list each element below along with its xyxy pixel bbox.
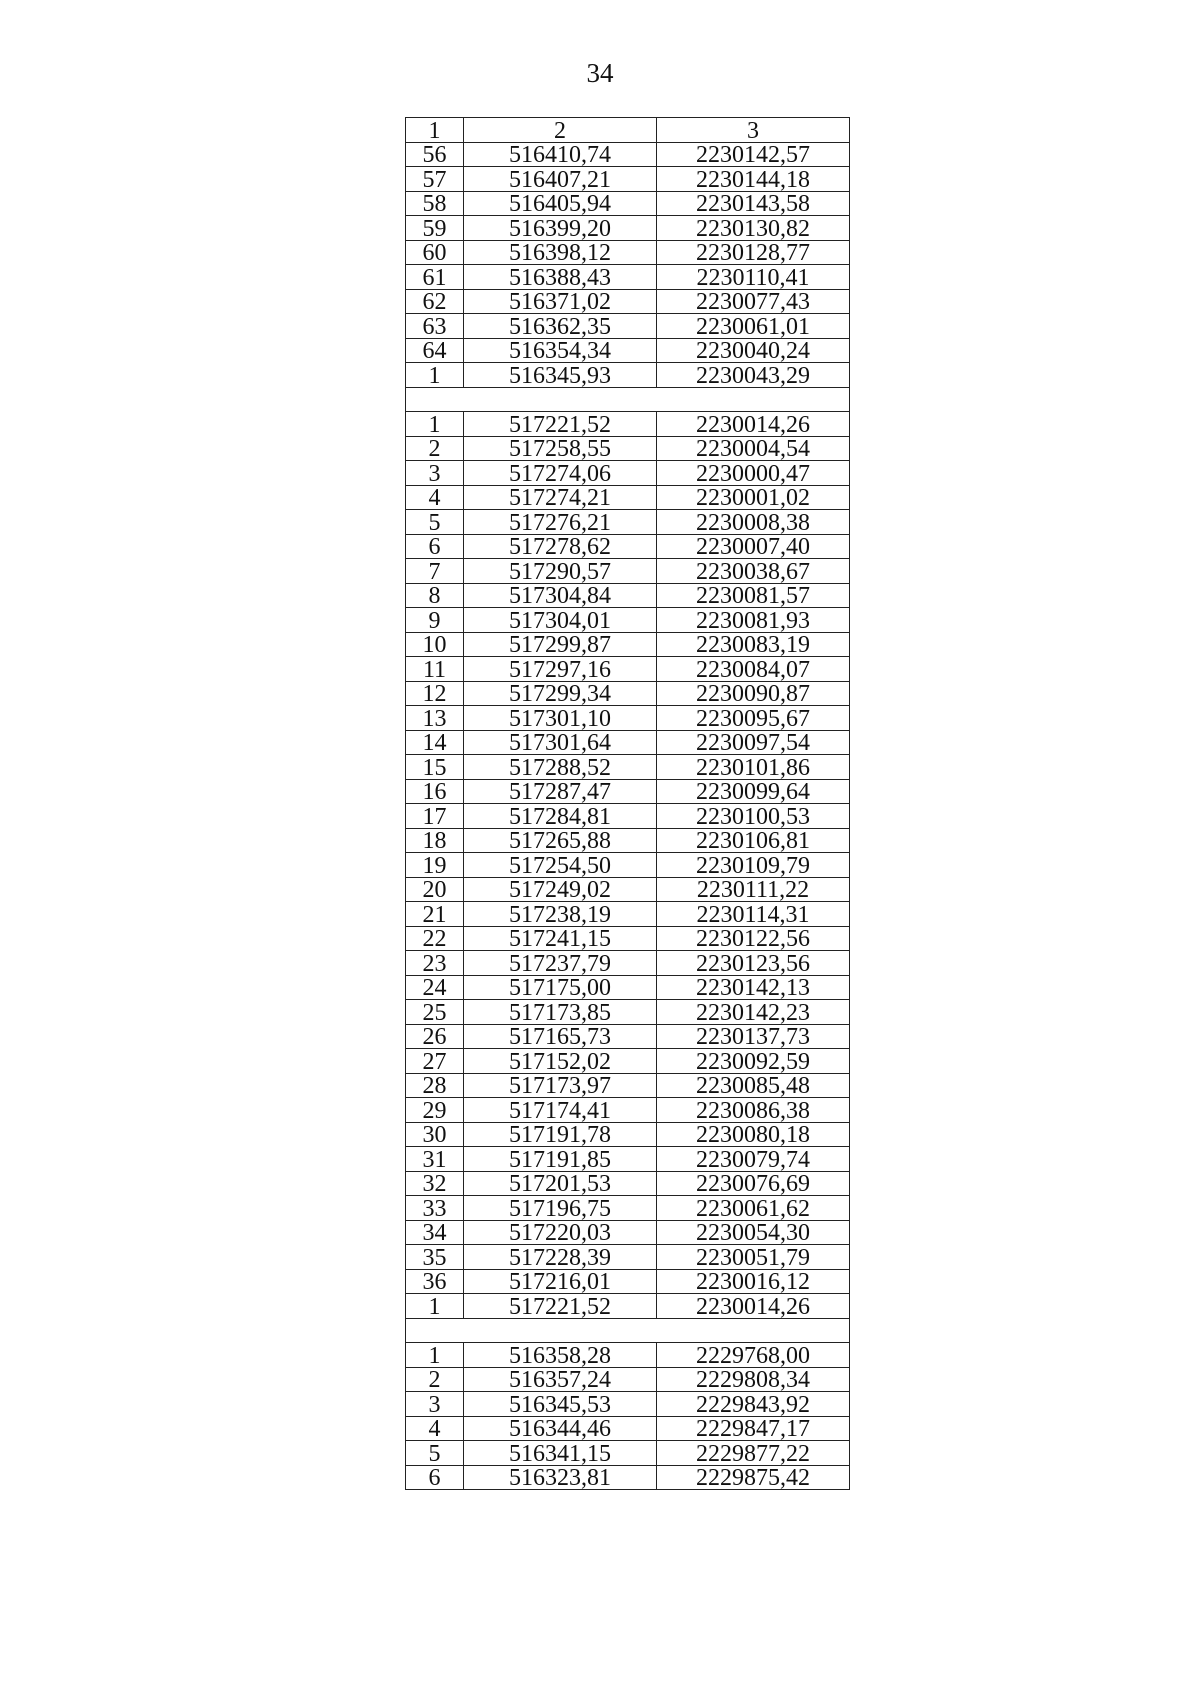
- table-row: [406, 657, 850, 682]
- x-coordinate-cell: 516345,53: [464, 1392, 657, 1417]
- point-number-cell: 4: [406, 1416, 464, 1441]
- table-row: [406, 804, 850, 829]
- y-coordinate-cell: 2230061,62: [657, 1196, 850, 1221]
- y-coordinate-cell: 2230016,12: [657, 1269, 850, 1294]
- point-number-cell: 11: [406, 657, 464, 682]
- y-coordinate-cell: 2229768,00: [657, 1343, 850, 1368]
- point-number-cell: 12: [406, 681, 464, 706]
- table-row: [406, 167, 850, 192]
- column-header-x: 2: [464, 118, 657, 143]
- y-coordinate-cell: 2230086,38: [657, 1098, 850, 1123]
- point-number-cell: 10: [406, 632, 464, 657]
- y-coordinate-cell: 2229847,17: [657, 1416, 850, 1441]
- y-coordinate-cell: 2230083,19: [657, 632, 850, 657]
- x-coordinate-cell: 517276,21: [464, 510, 657, 535]
- x-coordinate-cell: 517173,85: [464, 1000, 657, 1025]
- table-row: [406, 975, 850, 1000]
- x-coordinate-cell: 516354,34: [464, 338, 657, 363]
- table-row: [406, 951, 850, 976]
- point-number-cell: 61: [406, 265, 464, 290]
- y-coordinate-cell: 2230143,58: [657, 191, 850, 216]
- y-coordinate-cell: 2230077,43: [657, 289, 850, 314]
- point-number-cell: 9: [406, 608, 464, 633]
- x-coordinate-cell: 517304,01: [464, 608, 657, 633]
- y-coordinate-cell: 2229877,22: [657, 1441, 850, 1466]
- y-coordinate-cell: 2230111,22: [657, 877, 850, 902]
- point-number-cell: 2: [406, 436, 464, 461]
- coordinates-table: [405, 117, 850, 1490]
- point-number-cell: 27: [406, 1049, 464, 1074]
- table-row: [406, 314, 850, 339]
- point-number-cell: 16: [406, 779, 464, 804]
- table-row: [406, 265, 850, 290]
- section-separator-row: [406, 1318, 850, 1343]
- point-number-cell: 30: [406, 1122, 464, 1147]
- table-row: [406, 902, 850, 927]
- point-number-cell: 59: [406, 216, 464, 241]
- table-row: [406, 363, 850, 388]
- x-coordinate-cell: 517221,52: [464, 412, 657, 437]
- x-coordinate-cell: 517196,75: [464, 1196, 657, 1221]
- x-coordinate-cell: 517304,84: [464, 583, 657, 608]
- table-row: [406, 1343, 850, 1368]
- point-number-cell: 8: [406, 583, 464, 608]
- table-row: [406, 877, 850, 902]
- x-coordinate-cell: 517228,39: [464, 1245, 657, 1270]
- y-coordinate-cell: 2230106,81: [657, 828, 850, 853]
- table-row: [406, 706, 850, 731]
- x-coordinate-cell: 517216,01: [464, 1269, 657, 1294]
- table-row: [406, 1465, 850, 1490]
- x-coordinate-cell: 517201,53: [464, 1171, 657, 1196]
- point-number-cell: 24: [406, 975, 464, 1000]
- y-coordinate-cell: 2230144,18: [657, 167, 850, 192]
- point-number-cell: 64: [406, 338, 464, 363]
- page-number: 34: [586, 58, 614, 88]
- x-coordinate-cell: 517288,52: [464, 755, 657, 780]
- x-coordinate-cell: 517290,57: [464, 559, 657, 584]
- y-coordinate-cell: 2230110,41: [657, 265, 850, 290]
- table-row: [406, 534, 850, 559]
- y-coordinate-cell: 2230123,56: [657, 951, 850, 976]
- point-number-cell: 26: [406, 1024, 464, 1049]
- y-coordinate-cell: 2230142,13: [657, 975, 850, 1000]
- table-row: [406, 142, 850, 167]
- point-number-cell: 35: [406, 1245, 464, 1270]
- y-coordinate-cell: 2229875,42: [657, 1465, 850, 1490]
- table-row: [406, 583, 850, 608]
- y-coordinate-cell: 2230081,93: [657, 608, 850, 633]
- y-coordinate-cell: 2230122,56: [657, 926, 850, 951]
- table-row: [406, 191, 850, 216]
- y-coordinate-cell: 2229843,92: [657, 1392, 850, 1417]
- table-row: [406, 681, 850, 706]
- point-number-cell: 56: [406, 142, 464, 167]
- x-coordinate-cell: 517299,87: [464, 632, 657, 657]
- table-row: [406, 828, 850, 853]
- x-coordinate-cell: 516345,93: [464, 363, 657, 388]
- table-row: [406, 216, 850, 241]
- section-separator-cell: [406, 1318, 850, 1343]
- point-number-cell: 63: [406, 314, 464, 339]
- y-coordinate-cell: 2230090,87: [657, 681, 850, 706]
- y-coordinate-cell: 2230000,47: [657, 461, 850, 486]
- x-coordinate-cell: 517173,97: [464, 1073, 657, 1098]
- y-coordinate-cell: 2230043,29: [657, 363, 850, 388]
- x-coordinate-cell: 517165,73: [464, 1024, 657, 1049]
- table-row: [406, 1392, 850, 1417]
- table-row: [406, 853, 850, 878]
- point-number-cell: 3: [406, 1392, 464, 1417]
- table-row: [406, 1000, 850, 1025]
- point-number-cell: 21: [406, 902, 464, 927]
- point-number-cell: 31: [406, 1147, 464, 1172]
- table-row: [406, 412, 850, 437]
- x-coordinate-cell: 517265,88: [464, 828, 657, 853]
- point-number-cell: 19: [406, 853, 464, 878]
- x-coordinate-cell: 517301,10: [464, 706, 657, 731]
- point-number-cell: 29: [406, 1098, 464, 1123]
- x-coordinate-cell: 517152,02: [464, 1049, 657, 1074]
- y-coordinate-cell: 2230001,02: [657, 485, 850, 510]
- y-coordinate-cell: 2230101,86: [657, 755, 850, 780]
- section-separator-cell: [406, 387, 850, 412]
- x-coordinate-cell: 516407,21: [464, 167, 657, 192]
- point-number-cell: 23: [406, 951, 464, 976]
- y-coordinate-cell: 2230081,57: [657, 583, 850, 608]
- point-number-cell: 60: [406, 240, 464, 265]
- point-number-cell: 5: [406, 510, 464, 535]
- y-coordinate-cell: 2230054,30: [657, 1220, 850, 1245]
- x-coordinate-cell: 517238,19: [464, 902, 657, 927]
- column-header-y: 3: [657, 118, 850, 143]
- x-coordinate-cell: 517254,50: [464, 853, 657, 878]
- point-number-cell: 1: [406, 1343, 464, 1368]
- point-number-cell: 4: [406, 485, 464, 510]
- x-coordinate-cell: 516323,81: [464, 1465, 657, 1490]
- x-coordinate-cell: 517258,55: [464, 436, 657, 461]
- y-coordinate-cell: 2230040,24: [657, 338, 850, 363]
- x-coordinate-cell: 517237,79: [464, 951, 657, 976]
- table-row: [406, 1171, 850, 1196]
- table-row: [406, 1416, 850, 1441]
- point-number-cell: 62: [406, 289, 464, 314]
- table-row: [406, 926, 850, 951]
- point-number-cell: 1: [406, 1294, 464, 1319]
- table-row: [406, 730, 850, 755]
- x-coordinate-cell: 516362,35: [464, 314, 657, 339]
- x-coordinate-cell: 516357,24: [464, 1367, 657, 1392]
- point-number-cell: 58: [406, 191, 464, 216]
- y-coordinate-cell: 2230099,64: [657, 779, 850, 804]
- x-coordinate-cell: 516410,74: [464, 142, 657, 167]
- x-coordinate-cell: 516344,46: [464, 1416, 657, 1441]
- y-coordinate-cell: 2230014,26: [657, 1294, 850, 1319]
- table-row: [406, 1294, 850, 1319]
- point-number-cell: 20: [406, 877, 464, 902]
- table-row: [406, 338, 850, 363]
- point-number-cell: 5: [406, 1441, 464, 1466]
- x-coordinate-cell: 516398,12: [464, 240, 657, 265]
- y-coordinate-cell: 2230137,73: [657, 1024, 850, 1049]
- y-coordinate-cell: 2230084,07: [657, 657, 850, 682]
- x-coordinate-cell: 516358,28: [464, 1343, 657, 1368]
- table-header-row: [406, 118, 850, 143]
- y-coordinate-cell: 2230007,40: [657, 534, 850, 559]
- table-row: [406, 436, 850, 461]
- x-coordinate-cell: 517241,15: [464, 926, 657, 951]
- y-coordinate-cell: 2230014,26: [657, 412, 850, 437]
- table-row: [406, 779, 850, 804]
- y-coordinate-cell: 2230079,74: [657, 1147, 850, 1172]
- point-number-cell: 36: [406, 1269, 464, 1294]
- y-coordinate-cell: 2230100,53: [657, 804, 850, 829]
- point-number-cell: 18: [406, 828, 464, 853]
- point-number-cell: 34: [406, 1220, 464, 1245]
- x-coordinate-cell: 516388,43: [464, 265, 657, 290]
- y-coordinate-cell: 2230061,01: [657, 314, 850, 339]
- column-header-point: 1: [406, 118, 464, 143]
- y-coordinate-cell: 2230142,23: [657, 1000, 850, 1025]
- section-separator-row: [406, 387, 850, 412]
- x-coordinate-cell: 516399,20: [464, 216, 657, 241]
- x-coordinate-cell: 517220,03: [464, 1220, 657, 1245]
- table-row: [406, 1196, 850, 1221]
- y-coordinate-cell: 2230130,82: [657, 216, 850, 241]
- table-row: [406, 1147, 850, 1172]
- point-number-cell: 28: [406, 1073, 464, 1098]
- point-number-cell: 17: [406, 804, 464, 829]
- y-coordinate-cell: 2230085,48: [657, 1073, 850, 1098]
- x-coordinate-cell: 517174,41: [464, 1098, 657, 1123]
- y-coordinate-cell: 2230038,67: [657, 559, 850, 584]
- x-coordinate-cell: 517191,78: [464, 1122, 657, 1147]
- table-row: [406, 632, 850, 657]
- table-row: [406, 485, 850, 510]
- point-number-cell: 22: [406, 926, 464, 951]
- y-coordinate-cell: 2230128,77: [657, 240, 850, 265]
- table-row: [406, 1049, 850, 1074]
- point-number-cell: 15: [406, 755, 464, 780]
- y-coordinate-cell: 2230092,59: [657, 1049, 850, 1074]
- x-coordinate-cell: 517249,02: [464, 877, 657, 902]
- x-coordinate-cell: 517301,64: [464, 730, 657, 755]
- y-coordinate-cell: 2230097,54: [657, 730, 850, 755]
- y-coordinate-cell: 2230004,54: [657, 436, 850, 461]
- x-coordinate-cell: 517297,16: [464, 657, 657, 682]
- point-number-cell: 1: [406, 412, 464, 437]
- x-coordinate-cell: 516341,15: [464, 1441, 657, 1466]
- y-coordinate-cell: 2230142,57: [657, 142, 850, 167]
- point-number-cell: 33: [406, 1196, 464, 1221]
- x-coordinate-cell: 517175,00: [464, 975, 657, 1000]
- point-number-cell: 2: [406, 1367, 464, 1392]
- x-coordinate-cell: 517274,06: [464, 461, 657, 486]
- table-row: [406, 1073, 850, 1098]
- y-coordinate-cell: 2230076,69: [657, 1171, 850, 1196]
- table-row: [406, 1024, 850, 1049]
- y-coordinate-cell: 2230008,38: [657, 510, 850, 535]
- table-row: [406, 240, 850, 265]
- y-coordinate-cell: 2230114,31: [657, 902, 850, 927]
- x-coordinate-cell: 517221,52: [464, 1294, 657, 1319]
- point-number-cell: 13: [406, 706, 464, 731]
- table-row: [406, 1220, 850, 1245]
- table-row: [406, 755, 850, 780]
- table-row: [406, 1122, 850, 1147]
- point-number-cell: 14: [406, 730, 464, 755]
- point-number-cell: 57: [406, 167, 464, 192]
- y-coordinate-cell: 2229808,34: [657, 1367, 850, 1392]
- table-row: [406, 559, 850, 584]
- table-row: [406, 461, 850, 486]
- table-row: [406, 1245, 850, 1270]
- point-number-cell: 3: [406, 461, 464, 486]
- x-coordinate-cell: 517274,21: [464, 485, 657, 510]
- point-number-cell: 6: [406, 534, 464, 559]
- y-coordinate-cell: 2230095,67: [657, 706, 850, 731]
- table-row: [406, 608, 850, 633]
- x-coordinate-cell: 517191,85: [464, 1147, 657, 1172]
- point-number-cell: 25: [406, 1000, 464, 1025]
- table-row: [406, 1098, 850, 1123]
- y-coordinate-cell: 2230051,79: [657, 1245, 850, 1270]
- table-row: [406, 510, 850, 535]
- x-coordinate-cell: 517287,47: [464, 779, 657, 804]
- coordinates-table-body: [406, 118, 850, 1490]
- point-number-cell: 7: [406, 559, 464, 584]
- table-row: [406, 1367, 850, 1392]
- point-number-cell: 6: [406, 1465, 464, 1490]
- x-coordinate-cell: 516405,94: [464, 191, 657, 216]
- x-coordinate-cell: 517278,62: [464, 534, 657, 559]
- x-coordinate-cell: 516371,02: [464, 289, 657, 314]
- table-row: [406, 289, 850, 314]
- point-number-cell: 32: [406, 1171, 464, 1196]
- table-row: [406, 1269, 850, 1294]
- point-number-cell: 1: [406, 363, 464, 388]
- y-coordinate-cell: 2230109,79: [657, 853, 850, 878]
- x-coordinate-cell: 517284,81: [464, 804, 657, 829]
- table-row: [406, 1441, 850, 1466]
- x-coordinate-cell: 517299,34: [464, 681, 657, 706]
- y-coordinate-cell: 2230080,18: [657, 1122, 850, 1147]
